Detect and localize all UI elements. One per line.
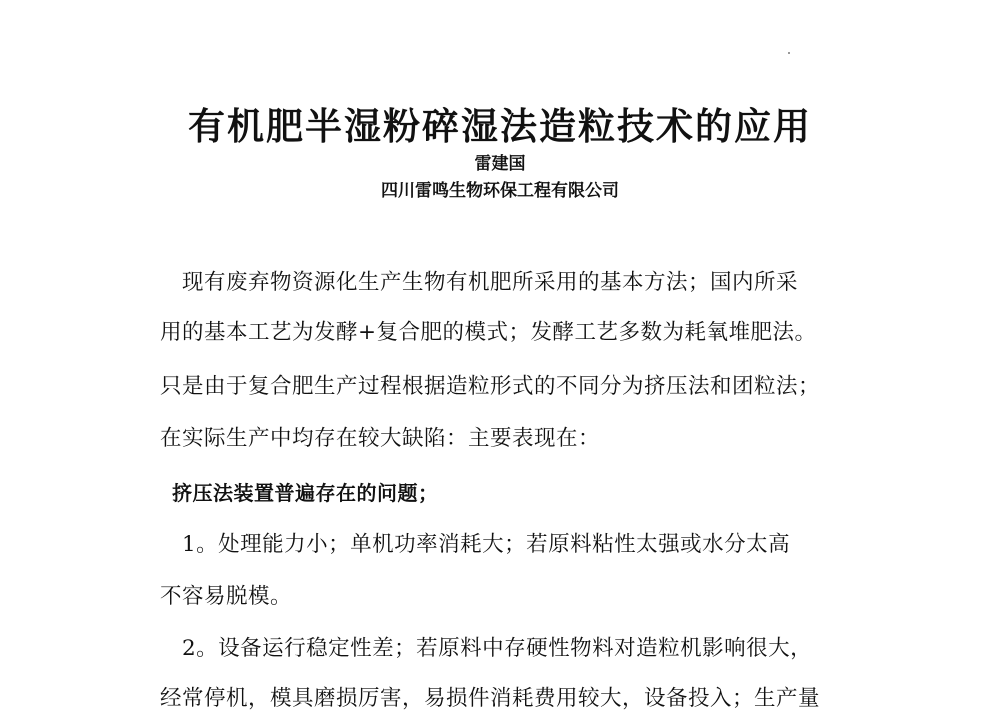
paragraph-line: 经常停机，模具磨损厉害，易损件消耗费用较大，设备投入；生产量 [160, 686, 821, 711]
paragraph-line: 2。设备运行稳定性差；若原料中存硬性物料对造粒机影响很大， [160, 636, 813, 661]
author-name: 雷建国 [474, 154, 526, 174]
paragraph-line: 用的基本工艺为发酵+复合肥的模式；发酵工艺多数为耗氧堆肥法。 [160, 320, 817, 345]
paragraph-line: 现有废弃物资源化生产生物有机肥所采用的基本方法；国内所采 [160, 270, 799, 295]
author-affiliation: 四川雷鸣生物环保工程有限公司 [381, 181, 619, 201]
paragraph-line: 在实际生产中均存在较大缺陷：主要表现在： [160, 426, 601, 451]
paragraph-line: 只是由于复合肥生产过程根据造粒形式的不同分为挤压法和团粒法； [160, 374, 821, 399]
document-title: 有机肥半湿粉碎湿法造粒技术的应用 [188, 104, 812, 148]
section-heading: 挤压法装置普遍存在的问题； [172, 481, 439, 505]
paragraph-line: 不容易脱模。 [160, 584, 293, 609]
scan-speck [788, 52, 790, 54]
paragraph-line: 1。处理能力小；单机功率消耗大；若原料粘性太强或水分太高 [160, 532, 791, 557]
